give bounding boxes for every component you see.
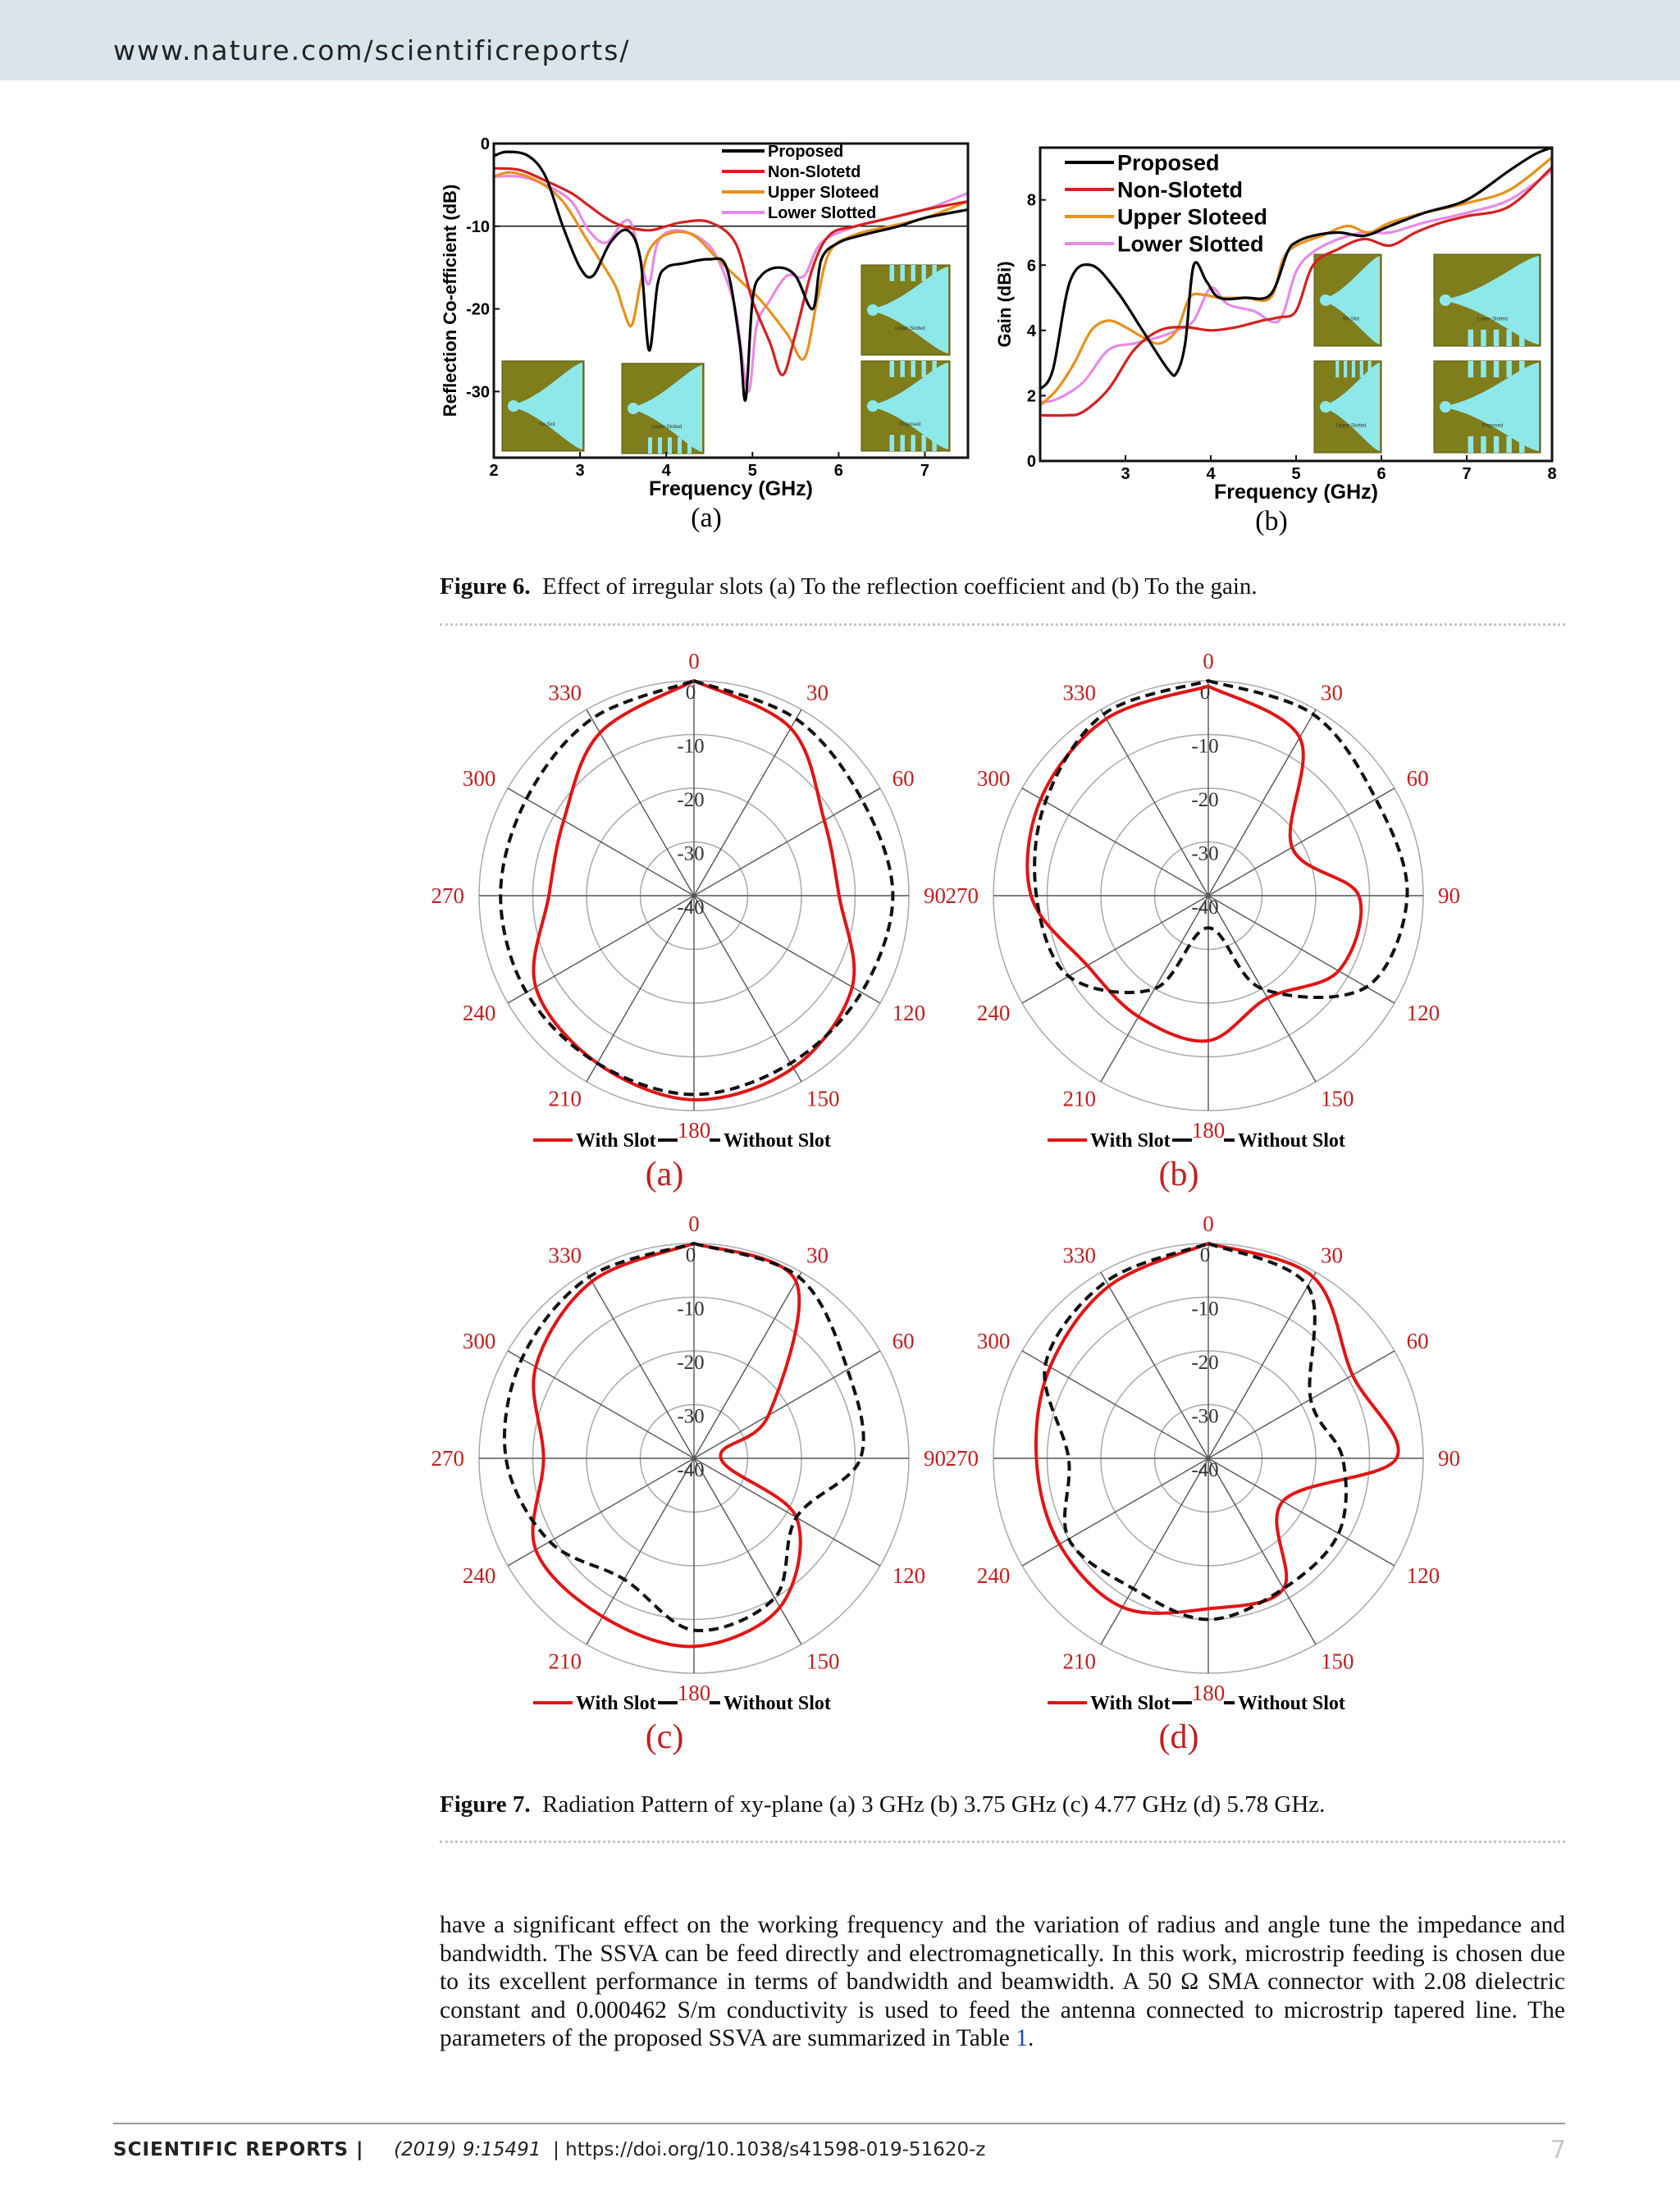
fig6a-chart: [435, 131, 1009, 541]
antenna-inset-no-slot: [1314, 254, 1381, 346]
inset-slot: [1506, 436, 1512, 453]
inset-slot: [1468, 361, 1474, 377]
polar-angle-label: 330: [1062, 680, 1096, 705]
polar-radial-label: -20: [1191, 789, 1219, 811]
polar-angle-label: 0: [1203, 649, 1214, 673]
figure6-caption-label: Figure 6.: [440, 573, 531, 600]
inset-slot: [911, 265, 915, 281]
y-axis-label: Reflection Co-efficient (dB): [440, 184, 460, 417]
inset-slot: [901, 265, 905, 281]
panel-label: (d): [1158, 1718, 1199, 1756]
polar-angle-label: 210: [1062, 1086, 1096, 1111]
antenna-inset-upper-slotted: [1314, 361, 1381, 453]
polar-spoke: [1101, 896, 1208, 1082]
inset-caption: Lower Slotted: [651, 425, 682, 431]
polar-angle-label: 270: [945, 883, 979, 908]
inset-slot: [901, 435, 905, 451]
polar-spoke: [694, 788, 880, 896]
y-tick-label: 0: [480, 135, 490, 153]
polar-spoke: [1022, 788, 1208, 896]
fig6b-chart: [993, 131, 1567, 541]
inset-caption: No Slot: [539, 422, 555, 428]
polar-radial-label: -40: [1191, 896, 1219, 919]
page-footer: [113, 2139, 985, 2160]
inset-slot: [1494, 330, 1500, 346]
x-tick-label: 5: [747, 462, 757, 480]
inset-slot: [1481, 330, 1486, 346]
polar-angle-label: 0: [688, 1211, 700, 1236]
inset-slot: [890, 361, 894, 377]
inset-slot: [932, 265, 936, 281]
footer-divider: [113, 2123, 1565, 2124]
panel-label: (c): [645, 1718, 684, 1756]
inset-caption: Lower Slotted: [1477, 317, 1508, 322]
inset-slot: [932, 435, 936, 451]
panel-label: (b): [1255, 506, 1288, 536]
antenna-inset-proposed: [861, 361, 950, 451]
y-tick-label: 2: [1026, 387, 1036, 406]
inset-cavity: [1440, 401, 1451, 413]
polar-spoke: [1208, 788, 1395, 896]
polar-angle-label: 150: [1321, 1086, 1354, 1111]
figure6-caption: [440, 573, 1258, 600]
legend-label-without-slot: Without Slot: [1238, 1130, 1345, 1152]
inset-caption: No Slot: [1343, 317, 1359, 322]
polar-angle-label: 210: [548, 1086, 582, 1111]
inset-cavity: [1320, 401, 1331, 413]
inset-slot: [1519, 436, 1525, 453]
inset-slot: [687, 437, 692, 454]
inset-slot: [1344, 361, 1347, 377]
polar-angle-label: 330: [1062, 1243, 1096, 1268]
polar-angle-label: 240: [462, 1001, 496, 1025]
inset-cavity: [508, 400, 519, 412]
y-tick-label: -30: [466, 383, 490, 402]
polar-angle-label: 210: [548, 1649, 582, 1674]
legend-label: Upper Sloteed: [768, 184, 879, 202]
polar-radial-label: -10: [1191, 1298, 1219, 1321]
inset-cavity: [1440, 294, 1451, 306]
polar-spoke: [587, 896, 694, 1082]
figure7-caption-label: Figure 7.: [440, 1791, 531, 1818]
inset-slot: [911, 435, 915, 451]
inset-slot: [658, 437, 662, 454]
polar-angle-label: 120: [892, 1001, 926, 1025]
polar-angle-label: 300: [976, 1329, 1011, 1353]
inset-slot: [911, 361, 915, 377]
figure7-caption-text: Radiation Pattern of xy-plane (a) 3 GHz (b) 3.75 GHz (c) 4.77 GHz (d) 5.78 GHz.: [542, 1791, 1326, 1818]
polar-radial-label: -40: [677, 1459, 705, 1481]
inset-slot: [901, 361, 905, 377]
site-url[interactable]: www.nature.com/scientificreports/: [113, 34, 631, 66]
polar-angle-label: 30: [1321, 1243, 1343, 1268]
polar-angle-label: 90: [924, 1446, 946, 1471]
polar-spoke: [1208, 1458, 1316, 1645]
polar-angle-label: 120: [892, 1563, 926, 1588]
inset-slot: [1481, 361, 1486, 377]
panel-label: (b): [1158, 1156, 1199, 1193]
body-text-main: have a significant effect on the working frequency and the variation of radius and angle tune the impedance and bandwidth. The SSVA can be feed directly and electromagnetically. In this work, microstrip feeding is chosen due to its excellent performance in terms of bandwidth and beamwidth. A 50 Ω SMA connector with 2.08 dielectric constant and 0.000462 S/m conductivity is used to feed the antenna connected to microstrip tapered line. The parameters of the proposed SSVA are summarized in Table: [440, 1912, 1565, 2051]
polar-spoke: [508, 788, 694, 896]
polar-radial-label: -10: [1191, 735, 1219, 758]
polar-radial-label: -30: [677, 842, 705, 865]
inset-slot: [921, 265, 925, 281]
inset-slot: [1468, 330, 1474, 346]
legend-label-without-slot: Without Slot: [1238, 1693, 1345, 1714]
legend-label: Lower Slotted: [768, 204, 877, 222]
inset-cavity: [628, 403, 639, 414]
polar-radial-label: -30: [1191, 842, 1219, 865]
legend-label: Upper Sloteed: [1117, 204, 1268, 230]
x-tick-label: 5: [1291, 465, 1301, 483]
body-paragraph: [440, 1911, 1565, 2053]
table-reference-link[interactable]: 1: [1016, 2025, 1028, 2051]
x-tick-label: 4: [1206, 465, 1216, 483]
polar-radial-label: 0: [1199, 682, 1211, 704]
x-axis-label: Frequency (GHz): [648, 477, 814, 500]
polar-spoke: [1022, 1458, 1208, 1566]
polar-angle-label: 240: [976, 1563, 1011, 1588]
antenna-inset-upper-slotted: [861, 265, 950, 355]
polar-angle-label: 60: [1406, 766, 1429, 791]
figure6-caption-text: Effect of irregular slots (a) To the reflection coefficient and (b) To the gain.: [542, 573, 1258, 600]
inset-slot: [1494, 436, 1500, 453]
inset-slot: [1519, 361, 1525, 377]
polar-angle-label: 0: [1203, 1211, 1214, 1236]
x-tick-label: 7: [1462, 465, 1472, 483]
polar-angle-label: 240: [462, 1563, 496, 1588]
inset-slot: [648, 437, 652, 454]
polar-angle-label: 330: [548, 680, 582, 705]
x-tick-label: 4: [661, 462, 671, 480]
x-tick-label: 6: [1376, 465, 1386, 483]
y-tick-label: 4: [1026, 322, 1036, 340]
footer-citation: (2019) 9:15491: [394, 2139, 541, 2160]
y-tick-label: 8: [1026, 191, 1036, 210]
polar-angle-label: 300: [462, 1329, 496, 1353]
polar-angle-label: 120: [1406, 1563, 1440, 1588]
inset-slot: [1506, 361, 1512, 377]
polar-angle-label: 30: [806, 680, 829, 705]
inset-caption: Upper Slotted: [895, 326, 925, 332]
fig7d-polar: [945, 1211, 1460, 1777]
polar-radial-label: 0: [685, 682, 696, 704]
panel-label: (a): [691, 503, 722, 533]
panel-label: (a): [645, 1156, 684, 1193]
polar-angle-label: 0: [688, 649, 700, 673]
inset-slot: [1360, 361, 1363, 377]
x-tick-label: 7: [920, 462, 930, 480]
legend-label-with-slot: With Slot: [576, 1130, 656, 1152]
y-tick-label: -10: [466, 217, 490, 236]
inset-caption: Proposed: [899, 422, 921, 428]
polar-radial-label: -40: [677, 896, 705, 919]
polar-spoke: [694, 896, 801, 1082]
antenna-inset-no-slot: [502, 361, 584, 451]
page-header: [0, 0, 1680, 80]
x-tick-label: 3: [1121, 465, 1130, 483]
polar-angle-label: 30: [1321, 680, 1343, 705]
polar-angle-label: 270: [431, 883, 464, 908]
polar-radial-label: -20: [677, 789, 705, 811]
x-tick-label: 8: [1547, 465, 1557, 483]
legend-label: Non-Slotetd: [1117, 177, 1243, 203]
polar-angle-label: 180: [1191, 1118, 1226, 1143]
polar-angle-label: 150: [806, 1649, 840, 1674]
x-tick-label: 2: [489, 462, 499, 480]
polar-angle-label: 300: [976, 766, 1011, 791]
inset-slot: [1368, 361, 1372, 377]
inset-slot: [1494, 361, 1500, 377]
legend-label-without-slot: Without Slot: [724, 1130, 831, 1152]
figure7-divider: [440, 1841, 1565, 1843]
y-axis-label: Gain (dBi): [994, 261, 1015, 348]
inset-slot: [678, 437, 682, 454]
polar-radial-label: -10: [677, 1298, 705, 1321]
fig7c-polar: [431, 1211, 946, 1777]
polar-angle-label: 90: [1438, 1446, 1460, 1471]
polar-angle-label: 120: [1406, 1001, 1440, 1025]
inset-cavity: [867, 400, 879, 412]
polar-spoke: [694, 709, 801, 896]
inset-caption: Upper Slotted: [1335, 423, 1367, 429]
polar-spoke: [1208, 1351, 1395, 1458]
body-text-end: .: [1027, 2025, 1034, 2051]
polar-angle-label: 300: [462, 766, 496, 791]
polar-angle-label: 150: [806, 1086, 840, 1111]
y-tick-label: 0: [1026, 453, 1036, 471]
inset-slot: [932, 361, 936, 377]
polar-angle-label: 330: [548, 1243, 582, 1268]
polar-radial-label: -30: [1191, 1405, 1219, 1428]
polar-angle-label: 90: [924, 883, 946, 908]
fig7b-polar: [945, 648, 1460, 1214]
polar-radial-label: -20: [677, 1352, 705, 1374]
inset-slot: [921, 435, 925, 451]
polar-radial-label: 0: [685, 1244, 696, 1266]
legend-label-with-slot: With Slot: [1090, 1693, 1171, 1714]
polar-radial-label: -20: [1191, 1352, 1219, 1374]
legend-label: Proposed: [768, 143, 844, 161]
inset-slot: [890, 265, 894, 281]
figure7-caption: [440, 1791, 1325, 1818]
inset-caption: Proposed: [1481, 423, 1504, 429]
legend-label: Proposed: [1117, 150, 1220, 176]
polar-radial-label: 0: [1199, 1244, 1211, 1266]
polar-angle-label: 270: [945, 1446, 979, 1471]
polar-angle-label: 60: [1406, 1329, 1429, 1353]
polar-trace-with-slot: [532, 1243, 800, 1646]
polar-angle-label: 30: [806, 1243, 829, 1268]
legend-label-without-slot: Without Slot: [724, 1693, 831, 1714]
legend-label: Lower Slotted: [1117, 231, 1264, 257]
footer-doi[interactable]: | https://doi.org/10.1038/s41598-019-51620-z: [553, 2139, 986, 2160]
polar-angle-label: 270: [431, 1446, 464, 1471]
fig7a-polar: [431, 648, 946, 1214]
x-axis-label: Frequency (GHz): [1213, 481, 1379, 504]
antenna-inset-lower-slotted: [622, 363, 704, 454]
inset-cavity: [1320, 294, 1331, 306]
inset-cavity: [867, 304, 879, 316]
y-tick-label: 6: [1026, 257, 1036, 276]
footer-journal: SCIENTIFIC REPORTS |: [113, 2139, 364, 2160]
x-tick-label: 3: [575, 462, 585, 480]
inset-slot: [890, 435, 894, 451]
polar-angle-label: 180: [677, 1118, 711, 1143]
inset-slot: [1468, 436, 1474, 453]
polar-radial-label: -30: [677, 1405, 705, 1428]
inset-slot: [1519, 330, 1525, 346]
polar-spoke: [1208, 1272, 1316, 1458]
legend-label-with-slot: With Slot: [1090, 1130, 1171, 1152]
figure6-divider: [440, 623, 1565, 626]
polar-angle-label: 180: [677, 1681, 711, 1705]
polar-spoke: [694, 1458, 801, 1645]
polar-angle-label: 90: [1438, 883, 1460, 908]
legend-label-with-slot: With Slot: [576, 1693, 656, 1714]
inset-slot: [1335, 361, 1339, 377]
polar-angle-label: 60: [892, 1329, 915, 1353]
polar-angle-label: 60: [892, 766, 915, 791]
x-tick-label: 6: [833, 462, 843, 480]
legend-label: Non-Slotetd: [768, 163, 861, 181]
polar-angle-label: 150: [1321, 1649, 1354, 1674]
inset-slot: [921, 361, 925, 377]
polar-angle-label: 180: [1191, 1681, 1226, 1705]
antenna-inset-lower-slotted: [1434, 254, 1541, 346]
antenna-inset-proposed: [1434, 361, 1541, 453]
polar-radial-label: -10: [677, 735, 705, 758]
page-number: 7: [1550, 2136, 1567, 2165]
inset-slot: [1481, 436, 1486, 453]
inset-slot: [1352, 361, 1355, 377]
inset-slot: [668, 437, 672, 454]
y-tick-label: -20: [466, 300, 490, 319]
polar-angle-label: 210: [1062, 1649, 1096, 1674]
polar-radial-label: -40: [1191, 1459, 1219, 1481]
inset-slot: [1506, 330, 1512, 346]
polar-angle-label: 240: [976, 1001, 1011, 1025]
